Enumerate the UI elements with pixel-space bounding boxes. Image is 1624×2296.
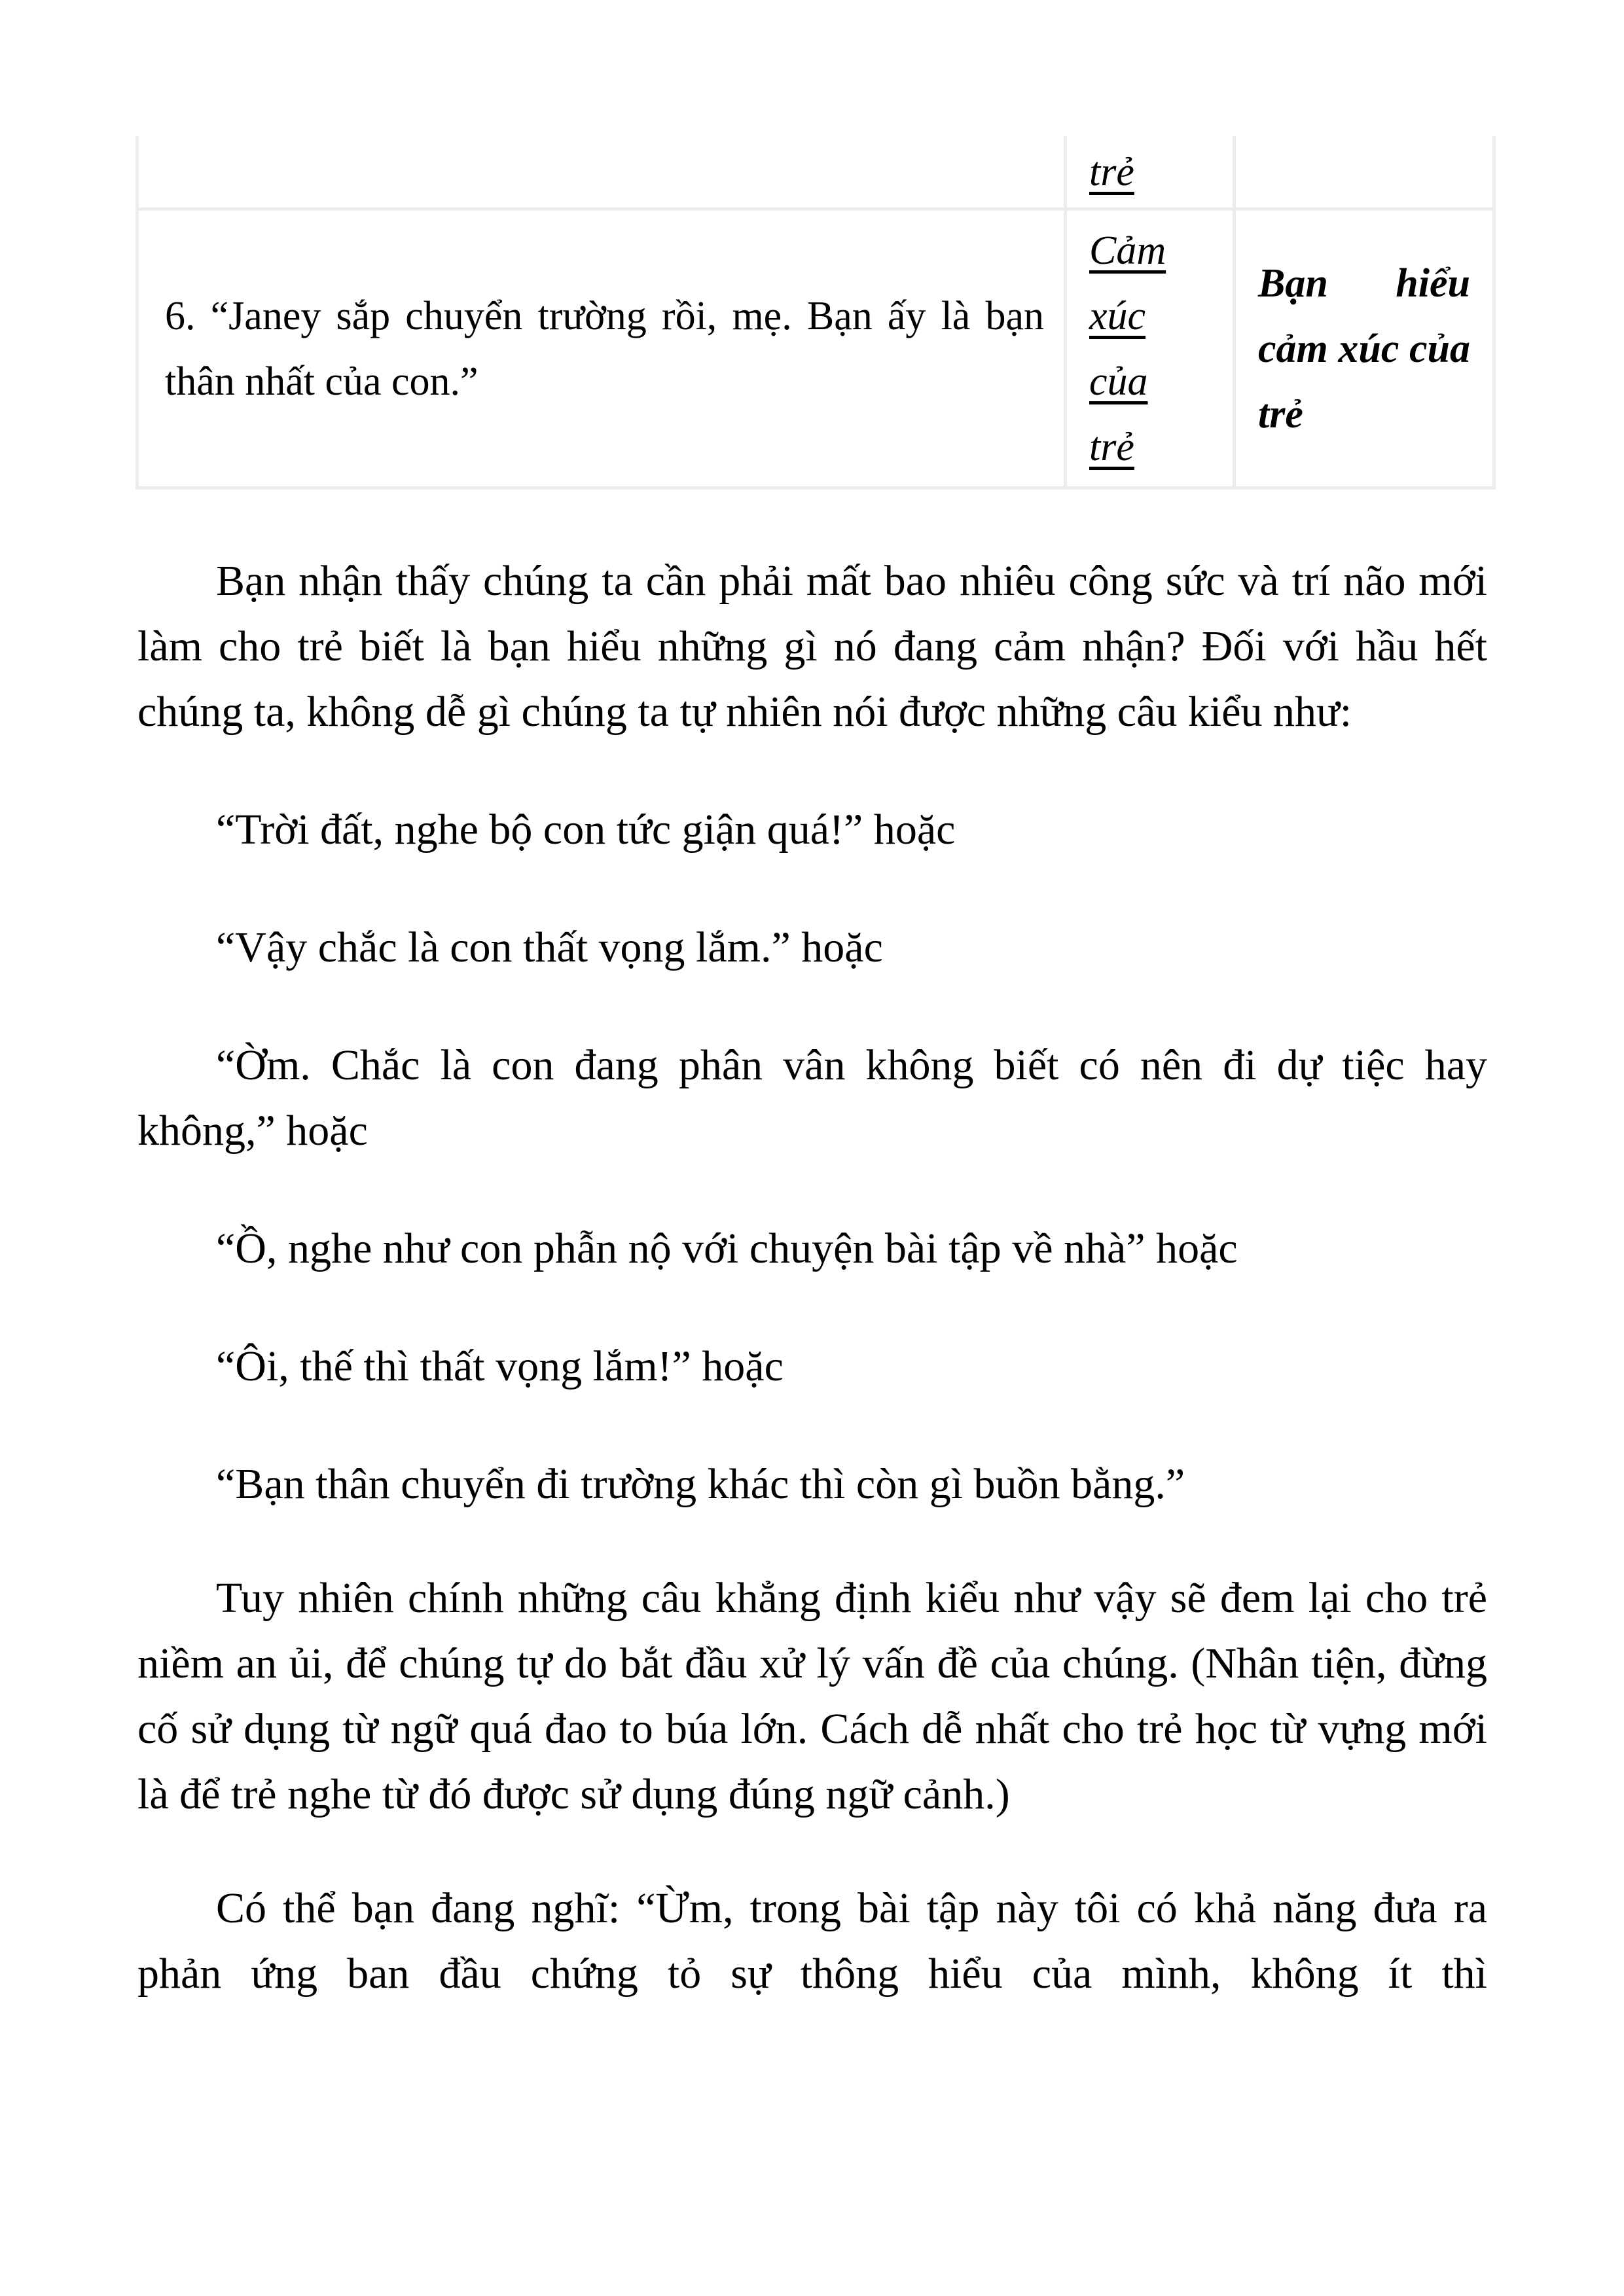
feeling-word: trẻ xyxy=(1089,424,1134,469)
statement-text: 6. “Janey sắp chuyển trường rồi, mẹ. Bạn ấy là bạn thân nhất của con.” xyxy=(165,293,1044,404)
example-quote: “Ôi, thế thì thất vọng lắm!” hoặc xyxy=(216,1342,784,1390)
paragraph: Tuy nhiên chính những câu khẳng định kiểu như vậy sẽ đem lại cho trẻ niềm an ủi, để chúng tự do bắt đầu xử lý vấn đề của chúng. (Nhân tiện, đừng cố sử dụng từ ngữ quá đao to búa lớn. Cách dễ nhất cho trẻ học từ vựng mới là để trẻ nghe từ đó được sử dụng đúng ngữ cảnh.) xyxy=(137,1574,1487,1818)
paragraph: Bạn nhận thấy chúng ta cần phải mất bao nhiêu công sức và trí não mới làm cho trẻ biết là bạn hiểu những gì nó đang cảm nhận? Đối với hầu hết chúng ta, không dễ gì chúng ta tự nhiên nói được những câu kiểu như: xyxy=(137,557,1487,736)
table-cell-feeling xyxy=(1066,136,1235,209)
exercise-table xyxy=(135,136,1496,490)
example-quote: “Vậy chắc là con thất vọng lắm.” hoặc xyxy=(216,924,883,971)
feeling-word: Cảm xyxy=(1089,228,1166,273)
table-cell-response xyxy=(1235,136,1494,209)
example-quote: “Trời đất, nghe bộ con tức giận quá!” hoặc xyxy=(216,806,956,853)
example-quote: “Ồ, nghe như con phẫn nộ với chuyện bài tập về nhà” hoặc xyxy=(216,1225,1238,1272)
example-quote: “Ờm. Chắc là con đang phân vân không biết có nên đi dự tiệc hay không,” hoặc xyxy=(137,1041,1487,1155)
example-quote: “Bạn thân chuyển đi trường khác thì còn gì buồn bằng.” xyxy=(216,1460,1185,1508)
table-cell-statement xyxy=(137,209,1066,488)
table-cell-statement xyxy=(137,136,1066,209)
feeling-word: xúc xyxy=(1089,293,1146,338)
feeling-word: của xyxy=(1089,359,1148,404)
feeling-word: trẻ xyxy=(1089,149,1134,194)
body-text xyxy=(137,548,1487,2007)
response-text: Bạn hiểu cảm xúc của trẻ xyxy=(1258,260,1470,437)
paragraph: Có thể bạn đang nghĩ: “Ừm, trong bài tập này tôi có khả năng đưa ra phản ứng ban đầu chứng tỏ sự thông hiểu của mình, không ít thì xyxy=(137,1884,1487,1998)
table-cell-response xyxy=(1235,209,1494,488)
table-cell-feeling xyxy=(1066,209,1235,488)
table-row-6 xyxy=(137,209,1494,488)
table-row-previous xyxy=(137,136,1494,209)
